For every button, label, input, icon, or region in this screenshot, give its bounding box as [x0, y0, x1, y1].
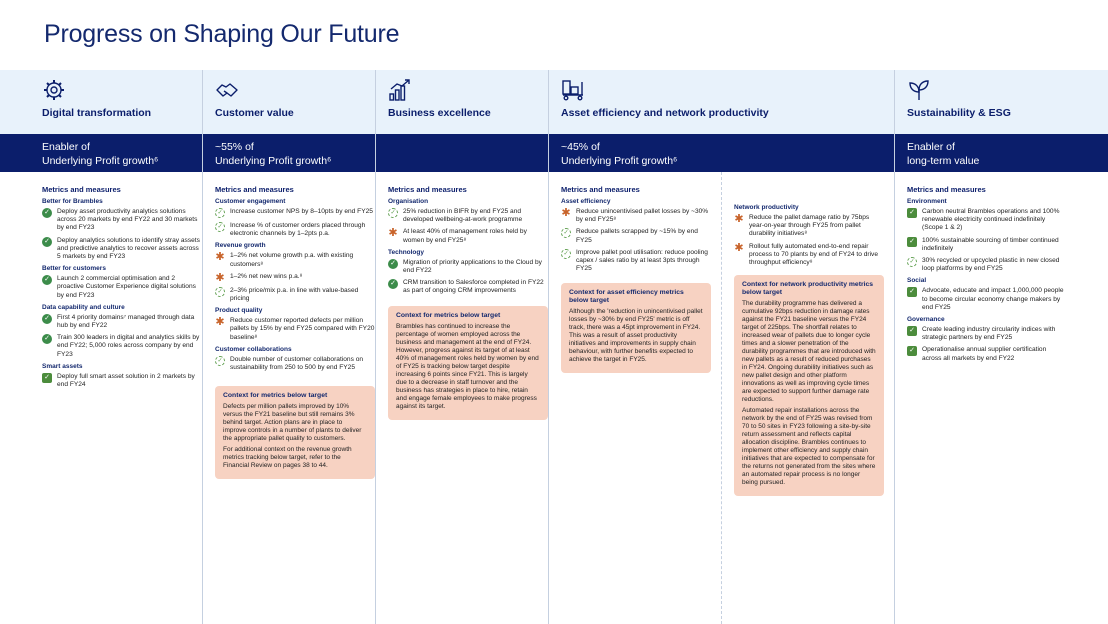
badge-icon: ✓ — [42, 373, 52, 383]
badge-icon: ✓ — [907, 326, 917, 336]
column-sustainability — [907, 70, 1067, 624]
enabler-text: Enabler of Underlying Profit growth⁶ — [42, 141, 159, 167]
leaf-icon — [907, 78, 931, 102]
subheading: Governance — [907, 316, 945, 324]
page-title: Progress on Shaping Our Future — [44, 20, 400, 48]
subheading: Customer engagement — [215, 198, 286, 205]
column-title: Business excellence — [388, 107, 491, 119]
subheading: Revenue growth — [215, 242, 266, 250]
check-icon: ✓ — [388, 259, 398, 269]
list-item: ✓ Create leading industry circularity indices with strategic partners by end FY25 — [907, 326, 1067, 342]
column-network-productivity — [734, 70, 889, 624]
enabler-text: Enabler of long-term value — [907, 141, 980, 167]
list-item: ✱ Reduce unincentivised pallet losses by ~30% by end FY25⁸ — [561, 207, 709, 224]
pallet-truck-icon — [561, 78, 585, 102]
column-body — [907, 185, 1067, 367]
column-business-excellence — [388, 70, 543, 624]
subheading: Network productivity — [734, 204, 799, 211]
list-item: ✓ 100% sustainable sourcing of timber continued indefinitely — [907, 237, 1067, 253]
in-progress-icon: ✓ — [907, 257, 917, 267]
below-target-icon: ✱ — [388, 227, 398, 240]
column-body — [42, 185, 202, 393]
column-customer-value — [215, 70, 375, 624]
context-title: Context for metrics below target — [396, 311, 501, 319]
check-icon: ✓ — [42, 314, 52, 324]
list-item: ✓ Double number of customer collaborations on sustainability from 250 to 500 by end FY25 — [215, 356, 375, 372]
in-progress-icon: ✓ — [215, 287, 225, 297]
column-title: Asset efficiency and network productivity — [561, 107, 769, 119]
context-text: For additional context on the revenue growth metrics tracking below target, refer to the Financial Review on pages 38 to 44. — [223, 446, 352, 470]
metrics-heading: Metrics and measures — [215, 185, 294, 194]
list-item: ✓ Migration of priority applications to the Cloud by end FY22 — [388, 259, 548, 275]
context-text: The durability programme has delivered a cumulative 92bps reduction in damage rates against the FY21 baseline versus the FY24 target of 225bps. The shortfall relates to increased wear of pallets due to longer cycle times and a slower penetration of the durability programmes that are introduced with new pallets as a result of reduced purchases in FY24. Ongoing durability initiatives such as new pallet design and other platform innovations as well as improving cycle times are expected to support further damage rate reductions. — [742, 300, 876, 404]
list-item: ✓ Advocate, educate and impact 1,000,000 people to become circular economy change makers by end FY25 — [907, 287, 1067, 312]
list-item: ✱ 1–2% net new wins p.a.⁸ — [215, 271, 303, 284]
list-item: ✓ Increase % of customer orders placed through electronic channels by 1–2pts p.a. — [215, 222, 375, 238]
subheading: Smart assets — [42, 362, 83, 370]
context-text: Defects per million pallets improved by 10% versus the FY21 baseline but still remains 3% behind target. Action plans are in place to improve controls in a number of plants to deliver the appropriate pallet quality to customers. — [223, 403, 362, 443]
list-item: ✓ Increase customer NPS by 8–10pts by end FY25 — [215, 208, 375, 218]
below-target-icon: ✱ — [734, 213, 744, 225]
bar-chart-icon — [388, 78, 412, 102]
list-item: ✱ Reduce the pallet damage ratio by 75bps year-on-year through FY25 from pallet durability initiatives⁸ — [734, 213, 870, 238]
column-title: Customer value — [215, 107, 294, 119]
metrics-heading: Metrics and measures — [388, 185, 467, 194]
list-item: ✓ Deploy analytics solutions to identify stray assets and predictive analytics to recover assets across 5 markets by end FY23 — [42, 237, 202, 262]
subheading: Data capability and culture — [42, 303, 125, 311]
context-text: Automated repair installations across the network by the end of FY25 was revised from 70 to 50 sites in FY23 following a site-by-site return assessment and reflects capital allocation discipline. Brambles continues to implement other efficiency and supply chain initiatives that are expected to compensate for the returns not generated from the sites where an automated repair process is no longer being pursued. — [742, 407, 876, 487]
in-progress-icon: ✓ — [561, 249, 571, 259]
list-item: ✱ 1–2% net volume growth p.a. with existing customers⁸ — [215, 251, 354, 268]
column-body — [388, 185, 548, 420]
enabler-text: ~45% of Underlying Profit growth⁶ — [561, 141, 678, 167]
context-box — [388, 306, 548, 420]
badge-icon: ✓ — [907, 208, 917, 218]
badge-icon: ✓ — [907, 287, 917, 297]
list-item: ✓ First 4 priority domains⁷ managed through data hub by end FY22 — [42, 314, 202, 330]
list-item: ✓ 25% reduction in BIFR by end FY25 and developed wellbeing-at-work programme — [388, 208, 548, 224]
gear-icon — [42, 78, 66, 102]
column-body — [734, 200, 884, 496]
below-target-icon: ✱ — [561, 207, 571, 219]
in-progress-icon: ✓ — [388, 208, 398, 218]
context-box — [215, 386, 375, 479]
check-icon: ✓ — [42, 237, 52, 247]
column-divider — [894, 70, 895, 624]
metrics-heading: Metrics and measures — [907, 185, 986, 194]
subheading: Social — [907, 277, 927, 285]
enabler-text: ~55% of Underlying Profit growth⁶ — [215, 141, 332, 167]
subheading: Product quality — [215, 307, 263, 315]
check-icon: ✓ — [42, 275, 52, 285]
list-item: ✱ Rollout fully automated end-to-end repair process to 70 plants by end of FY24 to drive throughput efficiency⁸ — [734, 241, 879, 267]
below-target-icon: ✱ — [215, 316, 225, 329]
subheading: Asset efficiency — [561, 198, 611, 205]
subheading: Technology — [388, 248, 424, 256]
check-icon: ✓ — [388, 279, 398, 289]
list-item: ✓ CRM transition to Salesforce completed in FY22 as part of ongoing CRM improvements — [388, 279, 548, 295]
list-item: ✓ Carbon neutral Brambles operations and 100% renewable electricity continued indefinitely (Scope 1 & 2) — [907, 208, 1067, 233]
metrics-heading: Metrics and measures — [42, 185, 121, 194]
in-progress-icon: ✓ — [215, 222, 225, 232]
list-item: ✓ Operationalise annual supplier certification across all markets by end FY22 — [907, 346, 1067, 362]
list-item: ✓ Improve pallet pool utilisation: reduce pooling capex / sales ratio by at least 3pts through FY25 — [561, 249, 711, 274]
subheading: Customer collaborations — [215, 345, 292, 353]
subheading: Organisation — [388, 198, 429, 205]
column-divider — [721, 172, 722, 624]
subheading: Better for customers — [42, 265, 106, 273]
context-text: Brambles has continued to increase the percentage of women employed across the business and management at the end of FY24. However, progress against its target of at least 40% of management roles held by women by end of FY25 is tracking below target despite increasing 6 points since FY21. This is largely due to a decrease in staff turnover and the business has strategies in place to hire, retain and engage female employees to make progress against its target. — [396, 322, 539, 410]
list-item: ✓ 2–3% price/mix p.a. in line with value-based pricing — [215, 287, 375, 303]
column-title: Digital transformation — [42, 107, 152, 119]
in-progress-icon: ✓ — [215, 208, 225, 218]
list-item: ✓ Deploy full smart asset solution in 2 markets by end FY24 — [42, 373, 202, 389]
context-title: Context for metrics below target — [223, 392, 328, 400]
list-item: ✱ At least 40% of management roles held by women by end FY25⁸ — [388, 227, 527, 244]
column-asset-efficiency — [561, 70, 769, 624]
below-target-icon: ✱ — [215, 271, 225, 284]
list-item: ✓ Deploy asset productivity analytics solutions across 20 markets by end FY22 and 30 markets by end FY23 — [42, 208, 202, 233]
subheading: Environment — [907, 198, 947, 205]
badge-icon: ✓ — [907, 237, 917, 247]
check-icon: ✓ — [42, 208, 52, 218]
list-item: ✓ Reduce pallets scrapped by ~15% by end FY25 — [561, 228, 711, 244]
in-progress-icon: ✓ — [215, 356, 225, 366]
list-item: ✓ 30% recycled or upcycled plastic in new closed loop platforms by end FY25 — [907, 257, 1067, 273]
column-title: Sustainability & ESG — [907, 107, 1011, 119]
list-item: ✓ Train 300 leaders in digital and analytics skills by end FY22; 5,000 roles across company by end FY23 — [42, 334, 202, 359]
metrics-heading: Metrics and measures — [561, 185, 640, 194]
column-digital-transformation — [42, 70, 200, 624]
below-target-icon: ✱ — [734, 241, 744, 254]
list-item: ✓ Launch 2 commercial optimisation and 2 proactive Customer Experience digital solutions by end FY23 — [42, 275, 202, 300]
context-text: Although the 'reduction in unincentivised pallet losses by ~30% by end FY25' metric is off track, there was a 45pt improvement in FY24. This was a result of asset productivity initiatives and improvements in supply chain behaviour, with further benefits expected to achieve the target in FY25. — [569, 308, 703, 364]
below-target-icon: ✱ — [215, 251, 225, 264]
context-title: Context for asset efficiency metrics below target — [569, 289, 684, 305]
list-item: ✱ Reduce customer reported defects per million pallets by 15% by end FY25 compared with FY20 baseline⁸ — [215, 316, 375, 341]
badge-icon: ✓ — [907, 346, 917, 356]
in-progress-icon: ✓ — [561, 228, 571, 238]
context-box — [734, 275, 884, 496]
column-body — [215, 185, 375, 479]
subheading: Better for Brambles — [42, 198, 103, 205]
handshake-icon — [215, 78, 239, 102]
column-body — [561, 185, 711, 373]
context-box — [561, 283, 711, 373]
context-title: Context for network productivity metrics below target — [742, 281, 874, 297]
check-icon: ✓ — [42, 334, 52, 344]
column-divider — [548, 70, 549, 624]
